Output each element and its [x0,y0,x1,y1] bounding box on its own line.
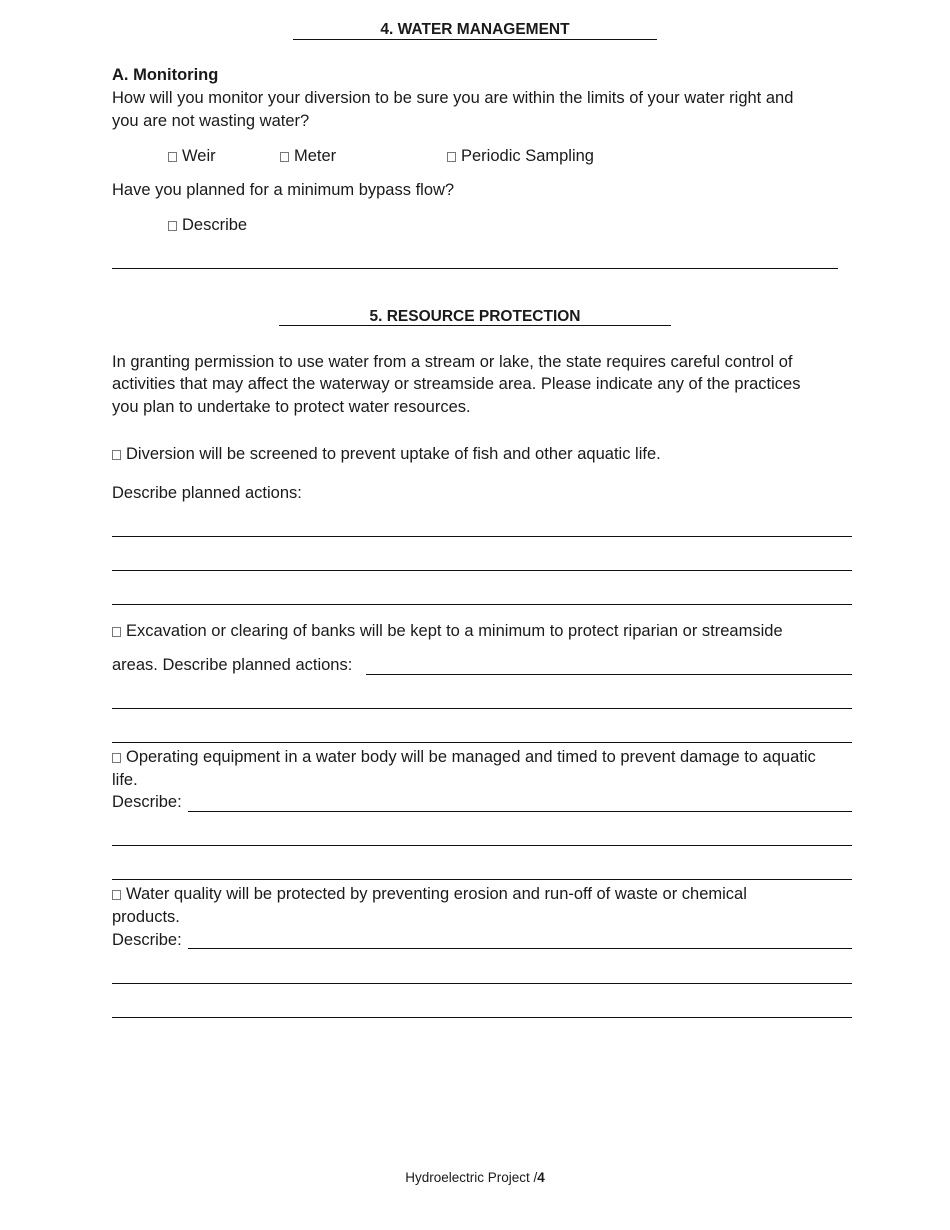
periodic-sampling-label: Periodic Sampling [461,147,594,165]
item3-answer-line-2[interactable] [112,845,852,846]
section-5-title-underline [279,325,671,326]
item-diversion-screened[interactable] [112,443,661,466]
weir-checkbox[interactable] [168,152,177,162]
describe-checkbox[interactable] [168,221,177,231]
monitoring-subheading: A. Monitoring [112,66,219,84]
meter-label: Meter [294,147,337,165]
item4-answer-line-2[interactable] [112,983,852,984]
item2-answer-line-1[interactable] [366,674,852,675]
option-meter[interactable] [280,145,336,168]
item4-describe-prompt: Describe: [112,931,182,949]
item1-answer-line-1[interactable] [112,536,852,537]
intro-line1: In granting permission to use water from a stream or lake, the state requires careful control of [112,353,793,371]
item4-answer-line-3[interactable] [112,1017,852,1018]
monitoring-question-line1: How will you monitor your diversion to be sure you are within the limits of your water right and [112,89,794,107]
item-excavation[interactable] [112,620,783,643]
excavation-label-line1: Excavation or clearing of banks will be kept to a minimum to protect riparian or streamside [126,622,783,640]
diversion-screened-checkbox[interactable] [112,450,121,460]
excavation-label-line2: areas. Describe planned actions: [112,656,353,674]
item2-answer-line-3[interactable] [112,742,852,743]
excavation-checkbox[interactable] [112,627,121,637]
option-weir[interactable] [168,145,216,168]
operating-equipment-checkbox[interactable] [112,753,121,763]
intro-line2: activities that may affect the waterway or streamside area. Please indicate any of the practices [112,375,801,393]
item1-answer-line-3[interactable] [112,604,852,605]
meter-checkbox[interactable] [280,152,289,162]
monitoring-question-line2: you are not wasting water? [112,112,310,130]
item3-describe-prompt: Describe: [112,793,182,811]
item1-answer-line-2[interactable] [112,570,852,571]
footer-label: Hydroelectric Project / [405,1170,538,1185]
periodic-sampling-checkbox[interactable] [447,152,456,162]
water-quality-label-line2: products. [112,908,180,926]
footer-page-number: 4 [537,1170,545,1185]
item2-answer-line-2[interactable] [112,708,852,709]
option-periodic-sampling[interactable] [447,145,594,168]
describe-label: Describe [182,216,248,234]
item3-answer-line-3[interactable] [112,879,852,880]
bypass-question: Have you planned for a minimum bypass flow? [112,181,455,199]
section-5-title: 5. RESOURCE PROTECTION [369,308,581,325]
item1-describe-prompt: Describe planned actions: [112,484,302,502]
intro-line3: you plan to undertake to protect water resources. [112,398,471,416]
section-4-title: 4. WATER MANAGEMENT [380,21,570,38]
option-describe[interactable] [168,214,247,237]
water-quality-label-line1: Water quality will be protected by preventing erosion and run-off of waste or chemical [126,885,747,903]
page-footer [0,1169,950,1187]
operating-equipment-label-line2: life. [112,771,138,789]
item3-answer-line-1[interactable] [188,811,852,812]
weir-label: Weir [182,147,216,165]
item4-answer-line-1[interactable] [188,948,852,949]
operating-equipment-label-line1: Operating equipment in a water body will be managed and timed to prevent damage to aquatic [126,748,816,766]
water-quality-checkbox[interactable] [112,890,121,900]
diversion-screened-label: Diversion will be screened to prevent uptake of fish and other aquatic life. [126,445,661,463]
section-4-title-underline [293,39,657,40]
bypass-answer-line[interactable] [112,268,838,269]
item-water-quality[interactable] [112,883,747,906]
item-operating-equipment[interactable] [112,746,816,769]
